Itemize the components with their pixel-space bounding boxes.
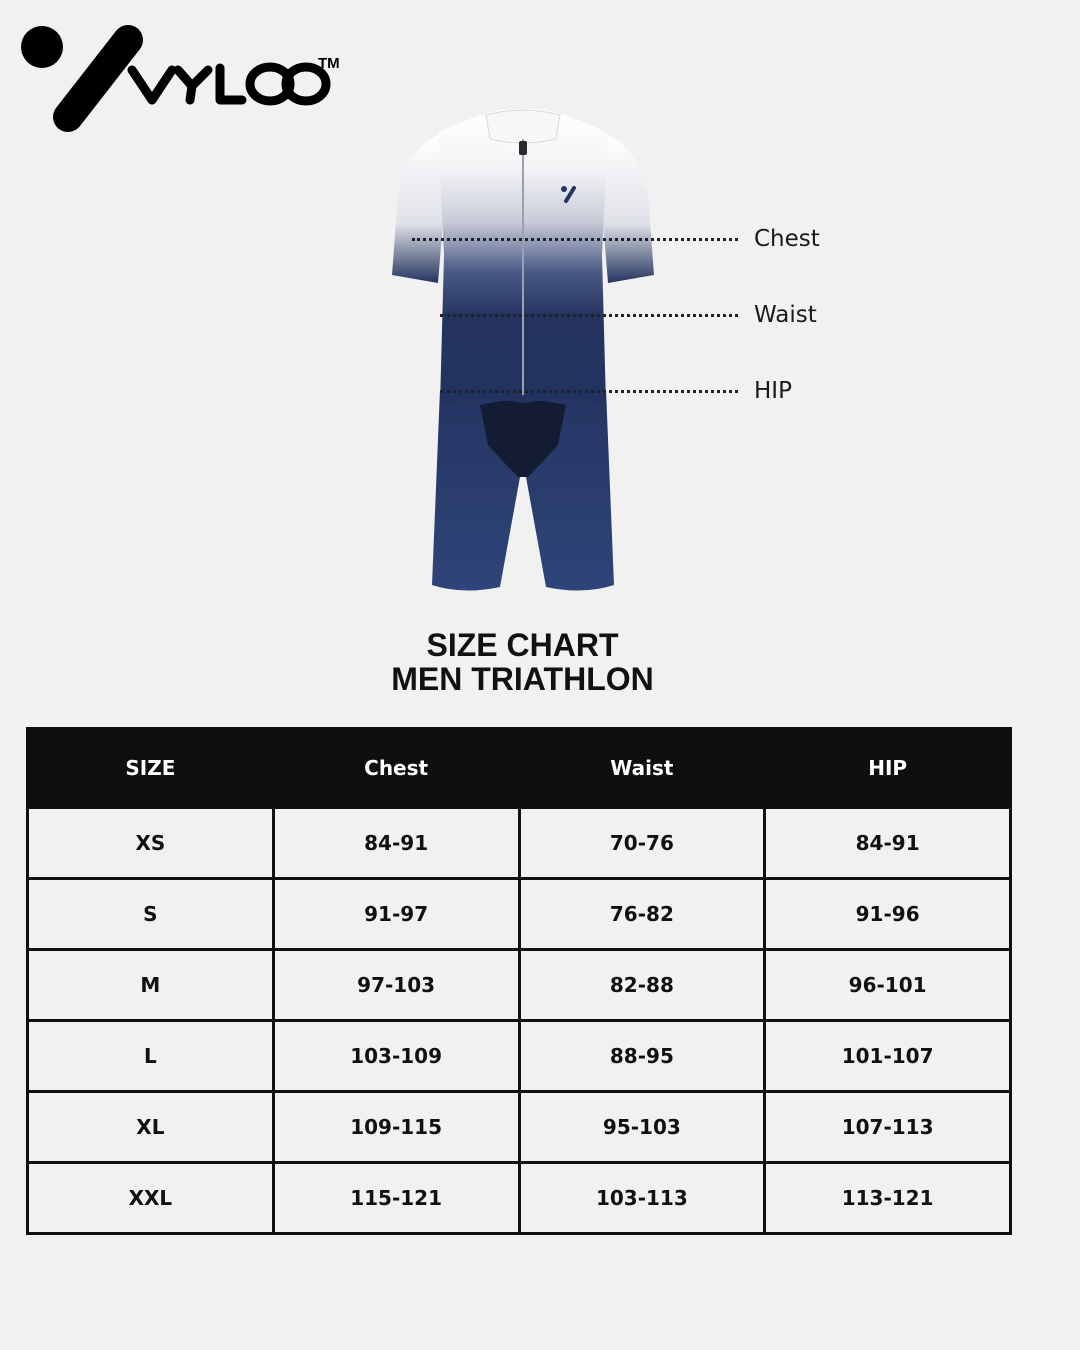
table-row [28,1021,1011,1092]
hip-cell: 96-101 [765,950,1011,1021]
chest-label: Chest [754,226,820,252]
waist-cell: 88-95 [519,1021,765,1092]
title-line-2: MEN TRIATHLON [391,661,654,697]
hip-guide-line [440,390,738,393]
header-size: SIZE [28,729,274,808]
vyloo-logo [20,22,350,137]
page-title [0,628,1045,696]
size-cell: XL [28,1092,274,1163]
header-chest: Chest [273,729,519,808]
chest-guide-line [412,238,738,241]
size-cell: L [28,1021,274,1092]
waist-guide-line [440,314,738,317]
size-cell: XS [28,808,274,879]
waist-cell: 76-82 [519,879,765,950]
size-cell: M [28,950,274,1021]
hip-cell: 84-91 [765,808,1011,879]
chest-cell: 109-115 [273,1092,519,1163]
size-table [26,727,1012,1235]
size-cell: S [28,879,274,950]
waist-cell: 95-103 [519,1092,765,1163]
waist-label: Waist [754,302,817,328]
waist-cell: 70-76 [519,808,765,879]
size-cell: XXL [28,1163,274,1234]
chest-cell: 97-103 [273,950,519,1021]
table-row [28,950,1011,1021]
trisuit-illustration [388,105,658,595]
header-waist: Waist [519,729,765,808]
waist-cell: 82-88 [519,950,765,1021]
hip-cell: 107-113 [765,1092,1011,1163]
table-row [28,879,1011,950]
chest-cell: 103-109 [273,1021,519,1092]
waist-cell: 103-113 [519,1163,765,1234]
trademark-mark: TM [318,55,340,72]
chest-cell: 115-121 [273,1163,519,1234]
table-row [28,1092,1011,1163]
hip-cell: 113-121 [765,1163,1011,1234]
title-line-1: SIZE CHART [426,627,619,663]
table-header-row [28,729,1011,808]
hip-label: HIP [754,378,792,404]
table-row [28,1163,1011,1234]
table-row [28,808,1011,879]
hip-cell: 91-96 [765,879,1011,950]
chest-cell: 84-91 [273,808,519,879]
header-hip: HIP [765,729,1011,808]
hip-cell: 101-107 [765,1021,1011,1092]
chest-cell: 91-97 [273,879,519,950]
